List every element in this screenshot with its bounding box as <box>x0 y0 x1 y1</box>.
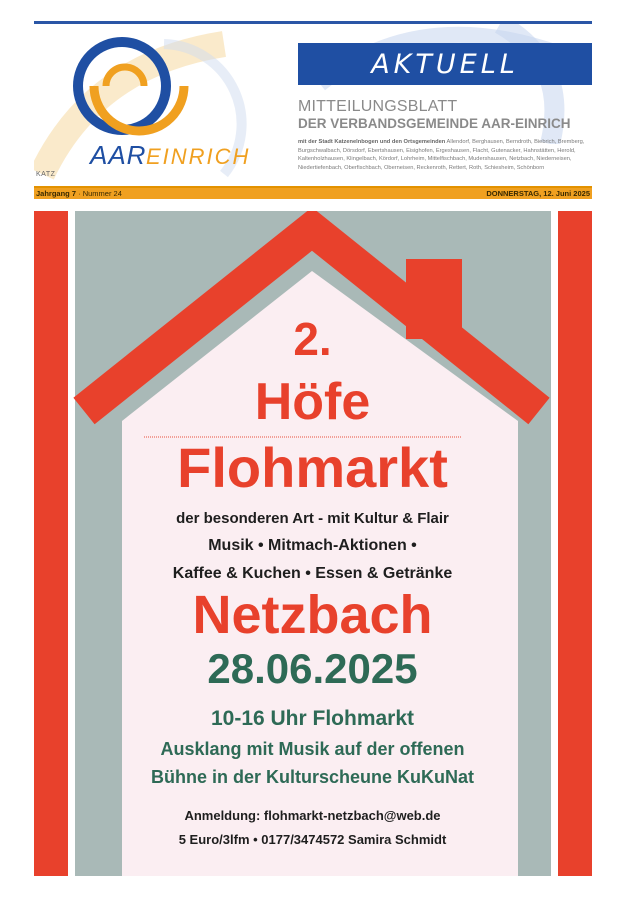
poster-date: 28.06.2025 <box>207 645 418 692</box>
nummer: Nummer 24 <box>82 189 122 198</box>
poster-closing-1: Ausklang mit Musik auf der offenen <box>160 739 465 759</box>
poster-time: 10-16 Uhr Flohmarkt <box>210 707 415 730</box>
issue-date: DONNERSTAG, 12. Juni 2025 <box>486 189 590 198</box>
poster-place: Netzbach <box>192 585 433 645</box>
poster-subtitle-2: Musik • Mitmach-Aktionen • <box>208 537 417 554</box>
poster-number: 2. <box>293 313 332 365</box>
poster-subtitle-3: Kaffee & Kuchen • Essen & Getränke <box>172 565 453 582</box>
poster-closing-2: Bühne in der Kulturscheune KuKuNat <box>150 767 474 787</box>
separator: · <box>78 189 81 198</box>
aar-einrich-logo <box>34 24 294 184</box>
towns-intro: mit der Stadt Katzenelnbogen und den Ortsgemeinden <box>298 139 446 145</box>
poster-flohmarkt: Flohmarkt <box>177 436 448 499</box>
aktuell-badge <box>298 43 592 85</box>
aktuell-text: AKTUELL <box>371 48 519 80</box>
towns-list: Allendorf, Berghausen, Berndroth, Biebrich, Bremberg, Burgschwalbach, Dörsdorf, Ebertshausen, Eisighofen, Ergeshausen, Flacht, Gutenacker, Hahnstätten, Herold, Kaltenholzhausen, Klingelbach, Kördorf, Lohrheim, Mittelfischbach, Mudershausen, Netzbach, Niederneisen, Niedertiefenbach, Oberfischbach, Oberneisen, Reckenroth, Rettert, Roth, Schiesheim, Schönborn <box>298 139 585 171</box>
logo-aar-text: AAR <box>90 140 147 170</box>
poster-subtitle-1: der besonderen Art - mit Kultur & Flair <box>176 510 449 527</box>
jahrgang: Jahrgang 7 <box>36 189 77 198</box>
verbandsgemeinde-title: DER VERBANDSGEMEINDE AAR-EINRICH <box>298 116 571 131</box>
issue-info-bar <box>34 186 592 199</box>
katz-label: KATZ <box>36 171 56 178</box>
poster-contact: 5 Euro/3lfm • 0177/3474572 Samira Schmidt <box>178 832 447 847</box>
logo-einrich-text: EINRICH <box>146 144 251 169</box>
towns-text <box>298 138 592 172</box>
issue-info <box>34 189 122 198</box>
mitteilungsblatt-title: MITTEILUNGSBLATT <box>298 98 458 115</box>
poster-hoefe: Höfe <box>254 373 371 431</box>
poster-signup: Anmeldung: flohmarkt-netzbach@web.de <box>184 808 441 823</box>
